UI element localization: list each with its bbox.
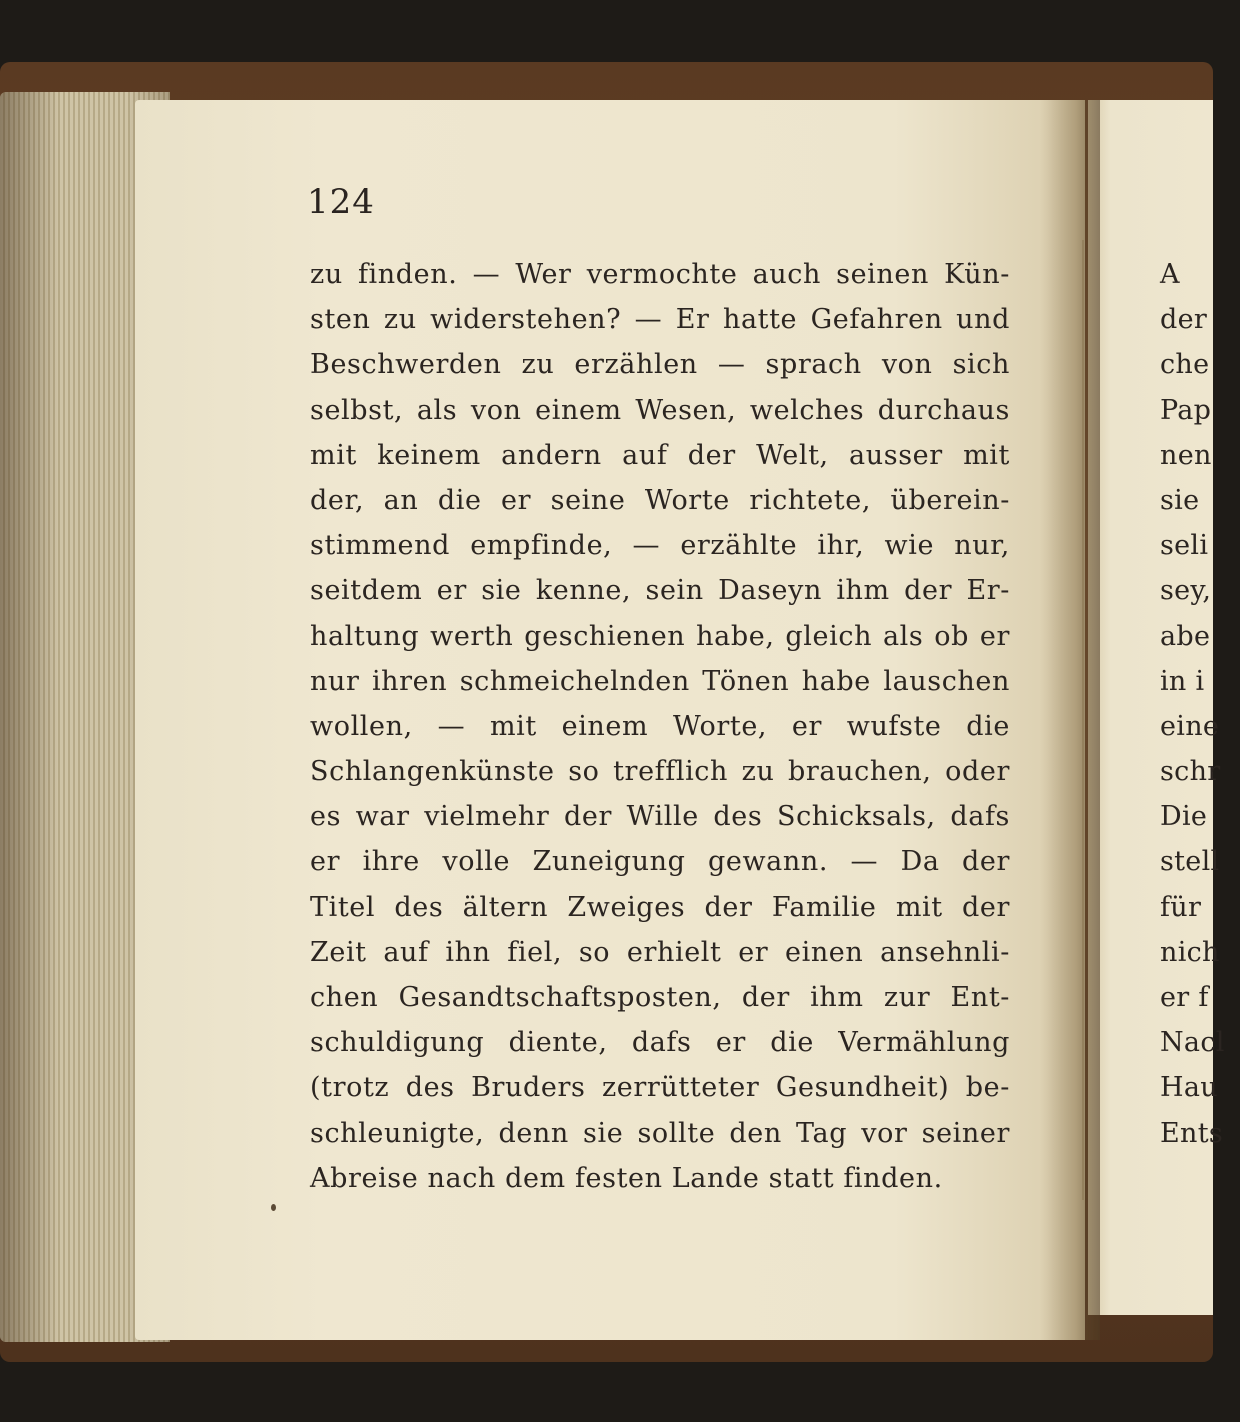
text-line-right-page: seli (1160, 530, 1209, 562)
text-line: haltung werth geschienen habe, gleich als ob er (310, 620, 1010, 652)
text-line: mit keinem andern auf der Welt, ausser mit (310, 439, 1010, 471)
text-line: stimmend empfinde, — erzählte ihr, wie nur, (310, 530, 1010, 562)
text-line-right-page: Ents (1160, 1117, 1224, 1149)
text-line: sten zu widerstehen? — Er hatte Gefahren und (310, 304, 1010, 336)
paper-speck (271, 1204, 276, 1211)
right-page-text (1160, 252, 1240, 1156)
text-line-right-page: der (1160, 304, 1208, 336)
text-line: Abreise nach dem festen Lande statt finden. (310, 1162, 943, 1194)
text-line-right-page: schr (1160, 756, 1221, 788)
text-line: Schlangenkünste so trefflich zu brauchen, oder (310, 756, 1010, 788)
text-line: Beschwerden zu erzählen — sprach von sich (310, 349, 1010, 381)
text-line-right-page: für (1160, 891, 1202, 923)
text-line: chen Gesandtschaftsposten, der ihm zur Ent- (310, 982, 1010, 1013)
gutter-line (1082, 240, 1084, 1200)
text-line: (trotz des Bruders zerrütteter Gesundheit) be- (310, 1072, 1010, 1104)
text-line-right-page: Hau (1160, 1072, 1218, 1104)
text-line-right-page: Pap (1160, 394, 1212, 426)
text-line-right-page: er f (1160, 982, 1209, 1013)
text-line-right-page: A (1160, 259, 1180, 290)
text-line-right-page: abe (1160, 620, 1211, 652)
text-line: zu finden. — Wer vermochte auch seinen Kün- (310, 259, 1010, 290)
page-number: 124 (307, 182, 375, 222)
text-line-right-page: sey, (1160, 575, 1212, 607)
text-line: nur ihren schmeichelnden Tönen habe lauschen (310, 665, 1010, 697)
text-line-right-page: eine (1160, 710, 1220, 742)
text-line-right-page: in i (1160, 665, 1205, 697)
text-line-right-page: nich (1160, 936, 1220, 968)
gutter-shadow (1040, 100, 1100, 1340)
text-line: schuldigung diente, dafs er die Vermählung (310, 1027, 1010, 1059)
text-line: es war vielmehr der Wille des Schicksals, dafs (310, 801, 1010, 833)
text-line-right-page: stell (1160, 846, 1220, 878)
text-line-right-page: Die (1160, 801, 1208, 833)
text-line: selbst, als von einem Wesen, welches durchaus (310, 394, 1010, 426)
text-line-right-page: nen (1160, 439, 1212, 471)
text-line-right-page: Nacl (1160, 1027, 1225, 1059)
text-line-right-page: che (1160, 349, 1210, 381)
text-line-right-page: sie (1160, 484, 1200, 516)
text-line: seitdem er sie kenne, sein Daseyn ihm der Er- (310, 575, 1010, 607)
text-line: er ihre volle Zuneigung gewann. — Da der (310, 846, 1010, 878)
text-line: Zeit auf ihn fiel, so erhielt er einen ansehnli- (310, 936, 1010, 968)
text-line: der, an die er seine Worte richtete, überein- (310, 484, 1010, 516)
left-page-text (310, 252, 1010, 1201)
text-line: wollen, — mit einem Worte, er wufste die (310, 710, 1010, 742)
text-line: schleunigte, denn sie sollte den Tag vor seiner (310, 1117, 1010, 1149)
text-line: Titel des ältern Zweiges der Familie mit der (310, 891, 1010, 923)
